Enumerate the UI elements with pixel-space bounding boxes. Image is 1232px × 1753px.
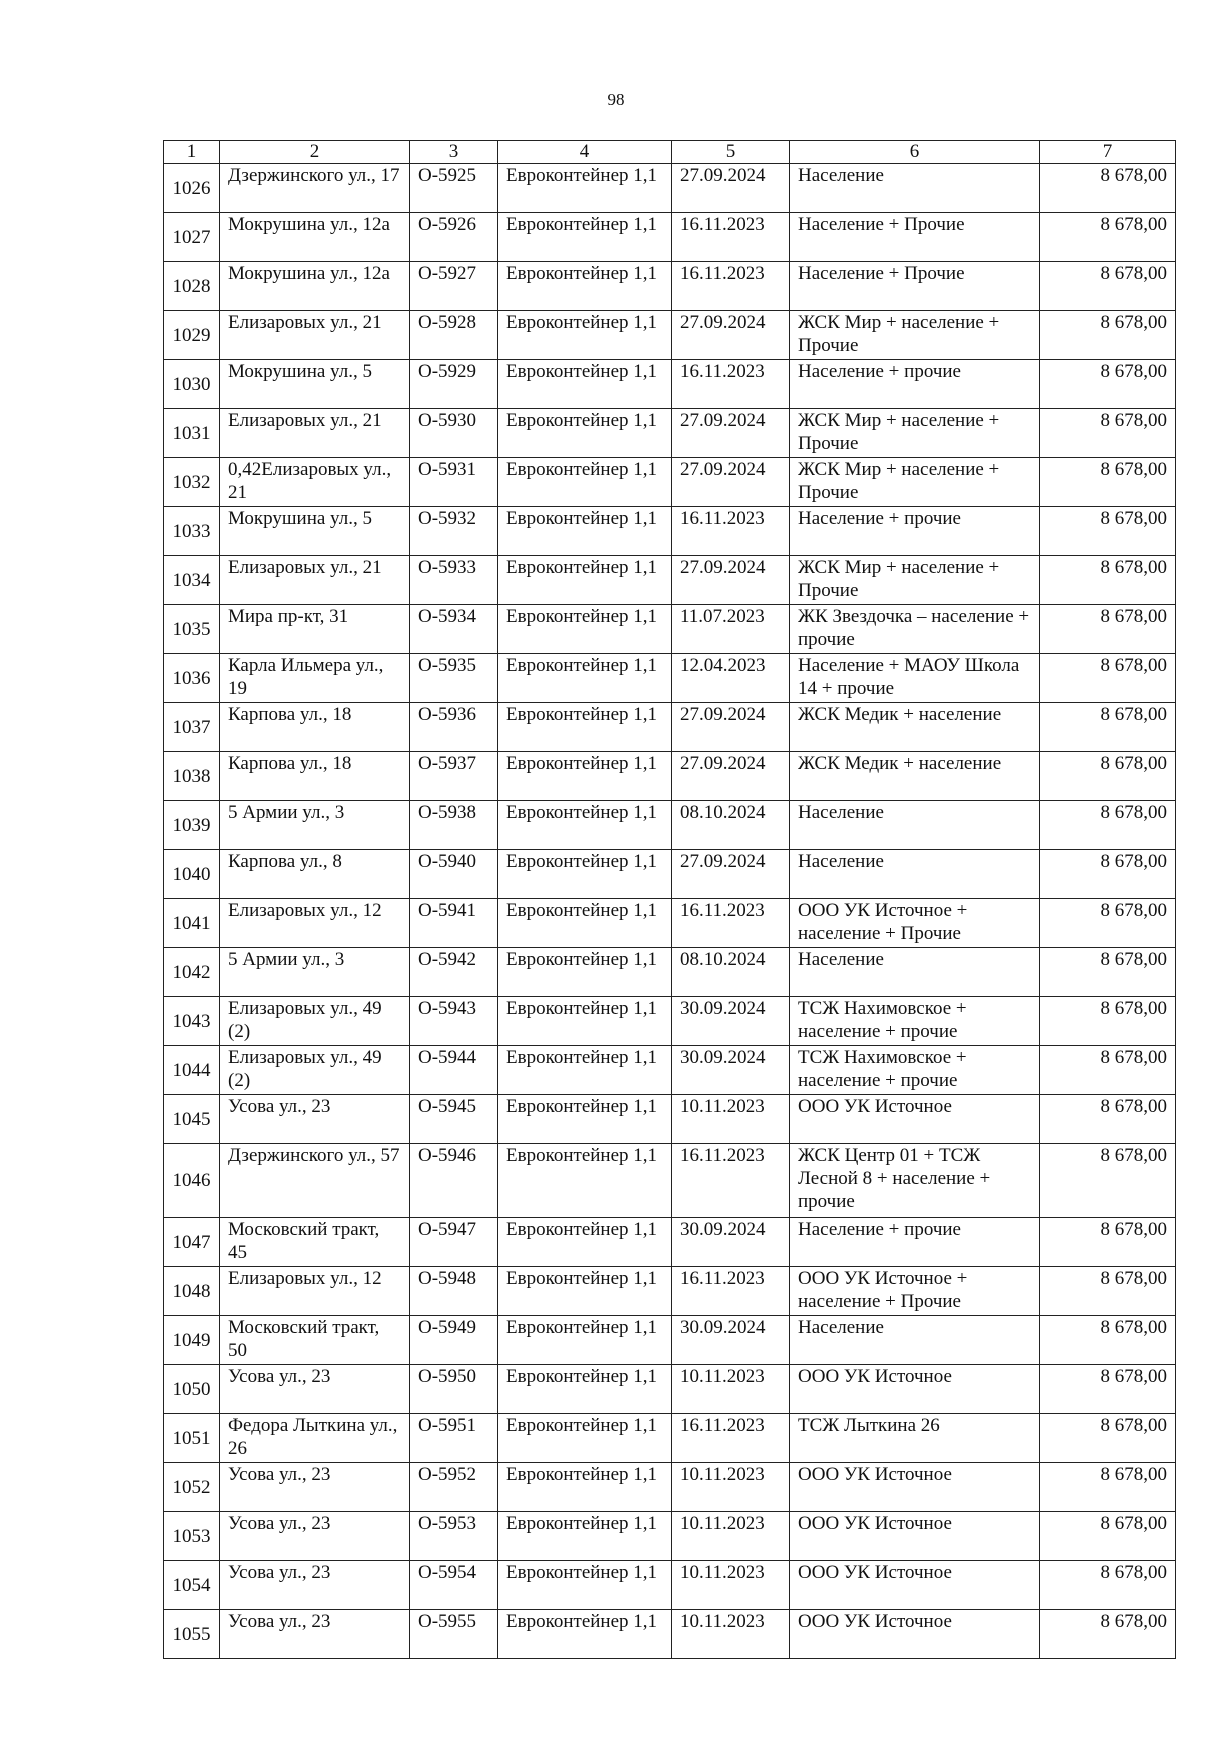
object-code-cell: О-5950	[410, 1365, 498, 1414]
table-row	[164, 164, 1176, 213]
row-number-cell: 1046	[164, 1144, 220, 1218]
object-code-cell: О-5931	[410, 458, 498, 507]
object-code-cell: О-5954	[410, 1561, 498, 1610]
table-row	[164, 409, 1176, 458]
row-number-cell: 1051	[164, 1414, 220, 1463]
table-row	[164, 360, 1176, 409]
object-code-cell: О-5938	[410, 801, 498, 850]
address-cell: Елизаровых ул., 49 (2)	[220, 997, 410, 1046]
date-cell: 27.09.2024	[672, 703, 790, 752]
table-row	[164, 1610, 1176, 1659]
payer-cell: Население + прочие	[790, 1218, 1040, 1267]
table-row	[164, 458, 1176, 507]
payer-cell: Население + прочие	[790, 507, 1040, 556]
container-type-cell: Евроконтейнер 1,1	[498, 311, 672, 360]
amount-cell: 8 678,00	[1040, 1095, 1176, 1144]
object-code-cell: О-5951	[410, 1414, 498, 1463]
payer-cell: ООО УК Источное + население + Прочие	[790, 899, 1040, 948]
table-row	[164, 1267, 1176, 1316]
container-type-cell: Евроконтейнер 1,1	[498, 507, 672, 556]
container-type-cell: Евроконтейнер 1,1	[498, 409, 672, 458]
row-number-cell: 1026	[164, 164, 220, 213]
row-number-cell: 1053	[164, 1512, 220, 1561]
address-cell: Усова ул., 23	[220, 1365, 410, 1414]
object-code-cell: О-5949	[410, 1316, 498, 1365]
object-code-cell: О-5925	[410, 164, 498, 213]
row-number-cell: 1031	[164, 409, 220, 458]
amount-cell: 8 678,00	[1040, 1463, 1176, 1512]
container-type-cell: Евроконтейнер 1,1	[498, 1095, 672, 1144]
object-code-cell: О-5933	[410, 556, 498, 605]
row-number-cell: 1035	[164, 605, 220, 654]
object-code-cell: О-5955	[410, 1610, 498, 1659]
container-type-cell: Евроконтейнер 1,1	[498, 997, 672, 1046]
payer-cell: Население + Прочие	[790, 262, 1040, 311]
date-cell: 08.10.2024	[672, 801, 790, 850]
date-cell: 16.11.2023	[672, 360, 790, 409]
date-cell: 16.11.2023	[672, 1414, 790, 1463]
table-row	[164, 703, 1176, 752]
row-number-cell: 1027	[164, 213, 220, 262]
payer-cell: ООО УК Источное	[790, 1365, 1040, 1414]
column-header-3: 3	[410, 141, 498, 164]
object-code-cell: О-5952	[410, 1463, 498, 1512]
address-cell: Усова ул., 23	[220, 1512, 410, 1561]
date-cell: 30.09.2024	[672, 997, 790, 1046]
object-code-cell: О-5932	[410, 507, 498, 556]
address-cell: Мира пр-кт, 31	[220, 605, 410, 654]
date-cell: 16.11.2023	[672, 213, 790, 262]
amount-cell: 8 678,00	[1040, 605, 1176, 654]
payer-cell: ЖК Звездочка – население + прочие	[790, 605, 1040, 654]
container-type-cell: Евроконтейнер 1,1	[498, 1463, 672, 1512]
table-row	[164, 1046, 1176, 1095]
column-header-6: 6	[790, 141, 1040, 164]
date-cell: 30.09.2024	[672, 1218, 790, 1267]
table-row	[164, 262, 1176, 311]
container-type-cell: Евроконтейнер 1,1	[498, 1610, 672, 1659]
address-cell: 0,42Елизаровых ул., 21	[220, 458, 410, 507]
amount-cell: 8 678,00	[1040, 409, 1176, 458]
table-row	[164, 1463, 1176, 1512]
address-cell: Елизаровых ул., 21	[220, 556, 410, 605]
row-number-cell: 1028	[164, 262, 220, 311]
table-row	[164, 752, 1176, 801]
container-type-cell: Евроконтейнер 1,1	[498, 1046, 672, 1095]
object-code-cell: О-5936	[410, 703, 498, 752]
table-row	[164, 311, 1176, 360]
row-number-cell: 1055	[164, 1610, 220, 1659]
payer-cell: Население + МАОУ Школа 14 + прочие	[790, 654, 1040, 703]
amount-cell: 8 678,00	[1040, 703, 1176, 752]
container-type-cell: Евроконтейнер 1,1	[498, 164, 672, 213]
object-code-cell: О-5946	[410, 1144, 498, 1218]
container-type-cell: Евроконтейнер 1,1	[498, 899, 672, 948]
address-cell: Мокрушина ул., 5	[220, 507, 410, 556]
container-type-cell: Евроконтейнер 1,1	[498, 1365, 672, 1414]
row-number-cell: 1048	[164, 1267, 220, 1316]
container-type-cell: Евроконтейнер 1,1	[498, 1267, 672, 1316]
payer-cell: ЖСК Мир + население + Прочие	[790, 458, 1040, 507]
table-row	[164, 997, 1176, 1046]
table-row	[164, 654, 1176, 703]
amount-cell: 8 678,00	[1040, 556, 1176, 605]
object-code-cell: О-5929	[410, 360, 498, 409]
table-row	[164, 1365, 1176, 1414]
container-type-cell: Евроконтейнер 1,1	[498, 1512, 672, 1561]
payer-cell: ЖСК Медик + население	[790, 752, 1040, 801]
payer-cell: ООО УК Источное	[790, 1512, 1040, 1561]
address-cell: Федора Лыткина ул., 26	[220, 1414, 410, 1463]
amount-cell: 8 678,00	[1040, 850, 1176, 899]
payer-cell: ООО УК Источное	[790, 1463, 1040, 1512]
address-cell: Усова ул., 23	[220, 1463, 410, 1512]
amount-cell: 8 678,00	[1040, 1144, 1176, 1218]
row-number-cell: 1033	[164, 507, 220, 556]
object-code-cell: О-5934	[410, 605, 498, 654]
payer-cell: Население	[790, 850, 1040, 899]
table-row	[164, 1561, 1176, 1610]
container-register-table	[163, 140, 1176, 1659]
row-number-cell: 1044	[164, 1046, 220, 1095]
table-row	[164, 556, 1176, 605]
amount-cell: 8 678,00	[1040, 164, 1176, 213]
container-type-cell: Евроконтейнер 1,1	[498, 213, 672, 262]
date-cell: 10.11.2023	[672, 1512, 790, 1561]
address-cell: Усова ул., 23	[220, 1561, 410, 1610]
address-cell: Елизаровых ул., 21	[220, 311, 410, 360]
address-cell: Усова ул., 23	[220, 1610, 410, 1659]
date-cell: 27.09.2024	[672, 850, 790, 899]
container-type-cell: Евроконтейнер 1,1	[498, 1561, 672, 1610]
table-row	[164, 1144, 1176, 1218]
container-type-cell: Евроконтейнер 1,1	[498, 948, 672, 997]
row-number-cell: 1043	[164, 997, 220, 1046]
date-cell: 10.11.2023	[672, 1463, 790, 1512]
amount-cell: 8 678,00	[1040, 507, 1176, 556]
amount-cell: 8 678,00	[1040, 1561, 1176, 1610]
object-code-cell: О-5935	[410, 654, 498, 703]
amount-cell: 8 678,00	[1040, 458, 1176, 507]
address-cell: Дзержинского ул., 57	[220, 1144, 410, 1218]
column-header-5: 5	[672, 141, 790, 164]
address-cell: Елизаровых ул., 49 (2)	[220, 1046, 410, 1095]
object-code-cell: О-5947	[410, 1218, 498, 1267]
row-number-cell: 1050	[164, 1365, 220, 1414]
amount-cell: 8 678,00	[1040, 213, 1176, 262]
address-cell: Дзержинского ул., 17	[220, 164, 410, 213]
header-row	[164, 141, 1176, 164]
table-row	[164, 605, 1176, 654]
payer-cell: Население	[790, 1316, 1040, 1365]
container-type-cell: Евроконтейнер 1,1	[498, 605, 672, 654]
payer-cell: ЖСК Мир + население + Прочие	[790, 409, 1040, 458]
amount-cell: 8 678,00	[1040, 948, 1176, 997]
amount-cell: 8 678,00	[1040, 1267, 1176, 1316]
object-code-cell: О-5926	[410, 213, 498, 262]
column-header-2: 2	[220, 141, 410, 164]
container-type-cell: Евроконтейнер 1,1	[498, 556, 672, 605]
table-row	[164, 801, 1176, 850]
row-number-cell: 1041	[164, 899, 220, 948]
date-cell: 16.11.2023	[672, 1144, 790, 1218]
date-cell: 16.11.2023	[672, 899, 790, 948]
date-cell: 16.11.2023	[672, 262, 790, 311]
table-row	[164, 1095, 1176, 1144]
date-cell: 10.11.2023	[672, 1095, 790, 1144]
date-cell: 30.09.2024	[672, 1046, 790, 1095]
object-code-cell: О-5943	[410, 997, 498, 1046]
amount-cell: 8 678,00	[1040, 360, 1176, 409]
container-type-cell: Евроконтейнер 1,1	[498, 458, 672, 507]
payer-cell: ТСЖ Лыткина 26	[790, 1414, 1040, 1463]
date-cell: 30.09.2024	[672, 1316, 790, 1365]
container-type-cell: Евроконтейнер 1,1	[498, 1218, 672, 1267]
row-number-cell: 1040	[164, 850, 220, 899]
object-code-cell: О-5948	[410, 1267, 498, 1316]
container-type-cell: Евроконтейнер 1,1	[498, 1316, 672, 1365]
address-cell: Карпова ул., 18	[220, 703, 410, 752]
object-code-cell: О-5930	[410, 409, 498, 458]
container-type-cell: Евроконтейнер 1,1	[498, 801, 672, 850]
amount-cell: 8 678,00	[1040, 262, 1176, 311]
container-type-cell: Евроконтейнер 1,1	[498, 1414, 672, 1463]
object-code-cell: О-5928	[410, 311, 498, 360]
amount-cell: 8 678,00	[1040, 1610, 1176, 1659]
row-number-cell: 1052	[164, 1463, 220, 1512]
object-code-cell: О-5944	[410, 1046, 498, 1095]
row-number-cell: 1047	[164, 1218, 220, 1267]
payer-cell: ООО УК Источное + население + Прочие	[790, 1267, 1040, 1316]
container-type-cell: Евроконтейнер 1,1	[498, 1144, 672, 1218]
object-code-cell: О-5953	[410, 1512, 498, 1561]
table-row	[164, 850, 1176, 899]
column-header-1: 1	[164, 141, 220, 164]
date-cell: 11.07.2023	[672, 605, 790, 654]
row-number-cell: 1054	[164, 1561, 220, 1610]
table-row	[164, 213, 1176, 262]
date-cell: 16.11.2023	[672, 1267, 790, 1316]
object-code-cell: О-5940	[410, 850, 498, 899]
container-type-cell: Евроконтейнер 1,1	[498, 654, 672, 703]
column-header-7: 7	[1040, 141, 1176, 164]
row-number-cell: 1042	[164, 948, 220, 997]
address-cell: Мокрушина ул., 12а	[220, 213, 410, 262]
date-cell: 27.09.2024	[672, 311, 790, 360]
container-type-cell: Евроконтейнер 1,1	[498, 360, 672, 409]
address-cell: Елизаровых ул., 12	[220, 1267, 410, 1316]
address-cell: 5 Армии ул., 3	[220, 948, 410, 997]
address-cell: Мокрушина ул., 12а	[220, 262, 410, 311]
address-cell: Карпова ул., 8	[220, 850, 410, 899]
address-cell: Московский тракт, 50	[220, 1316, 410, 1365]
table-row	[164, 899, 1176, 948]
payer-cell: ООО УК Источное	[790, 1095, 1040, 1144]
object-code-cell: О-5941	[410, 899, 498, 948]
date-cell: 27.09.2024	[672, 458, 790, 507]
amount-cell: 8 678,00	[1040, 1414, 1176, 1463]
date-cell: 12.04.2023	[672, 654, 790, 703]
payer-cell: ЖСК Медик + население	[790, 703, 1040, 752]
row-number-cell: 1049	[164, 1316, 220, 1365]
payer-cell: Население + прочие	[790, 360, 1040, 409]
address-cell: Усова ул., 23	[220, 1095, 410, 1144]
date-cell: 27.09.2024	[672, 556, 790, 605]
container-type-cell: Евроконтейнер 1,1	[498, 262, 672, 311]
table-row	[164, 507, 1176, 556]
payer-cell: ООО УК Источное	[790, 1610, 1040, 1659]
row-number-cell: 1038	[164, 752, 220, 801]
row-number-cell: 1034	[164, 556, 220, 605]
date-cell: 08.10.2024	[672, 948, 790, 997]
object-code-cell: О-5942	[410, 948, 498, 997]
table-row	[164, 1512, 1176, 1561]
object-code-cell: О-5937	[410, 752, 498, 801]
payer-cell: ООО УК Источное	[790, 1561, 1040, 1610]
table-row	[164, 948, 1176, 997]
date-cell: 10.11.2023	[672, 1610, 790, 1659]
address-cell: 5 Армии ул., 3	[220, 801, 410, 850]
payer-cell: Население + Прочие	[790, 213, 1040, 262]
date-cell: 16.11.2023	[672, 507, 790, 556]
address-cell: Московский тракт, 45	[220, 1218, 410, 1267]
payer-cell: ТСЖ Нахимовское + население + прочие	[790, 1046, 1040, 1095]
row-number-cell: 1029	[164, 311, 220, 360]
payer-cell: Население	[790, 801, 1040, 850]
object-code-cell: О-5945	[410, 1095, 498, 1144]
payer-cell: Население	[790, 164, 1040, 213]
table-row	[164, 1414, 1176, 1463]
amount-cell: 8 678,00	[1040, 801, 1176, 850]
amount-cell: 8 678,00	[1040, 1316, 1176, 1365]
date-cell: 27.09.2024	[672, 752, 790, 801]
address-cell: Елизаровых ул., 12	[220, 899, 410, 948]
container-type-cell: Евроконтейнер 1,1	[498, 703, 672, 752]
amount-cell: 8 678,00	[1040, 752, 1176, 801]
address-cell: Мокрушина ул., 5	[220, 360, 410, 409]
table-row	[164, 1218, 1176, 1267]
row-number-cell: 1036	[164, 654, 220, 703]
amount-cell: 8 678,00	[1040, 654, 1176, 703]
address-cell: Карпова ул., 18	[220, 752, 410, 801]
row-number-cell: 1045	[164, 1095, 220, 1144]
payer-cell: ЖСК Мир + население + Прочие	[790, 556, 1040, 605]
payer-cell: Население	[790, 948, 1040, 997]
amount-cell: 8 678,00	[1040, 997, 1176, 1046]
column-header-4: 4	[498, 141, 672, 164]
row-number-cell: 1030	[164, 360, 220, 409]
date-cell: 10.11.2023	[672, 1365, 790, 1414]
amount-cell: 8 678,00	[1040, 1046, 1176, 1095]
container-type-cell: Евроконтейнер 1,1	[498, 850, 672, 899]
amount-cell: 8 678,00	[1040, 1512, 1176, 1561]
amount-cell: 8 678,00	[1040, 899, 1176, 948]
table-row	[164, 1316, 1176, 1365]
amount-cell: 8 678,00	[1040, 1365, 1176, 1414]
container-type-cell: Евроконтейнер 1,1	[498, 752, 672, 801]
payer-cell: ТСЖ Нахимовское + население + прочие	[790, 997, 1040, 1046]
object-code-cell: О-5927	[410, 262, 498, 311]
row-number-cell: 1032	[164, 458, 220, 507]
address-cell: Елизаровых ул., 21	[220, 409, 410, 458]
row-number-cell: 1037	[164, 703, 220, 752]
amount-cell: 8 678,00	[1040, 1218, 1176, 1267]
date-cell: 27.09.2024	[672, 409, 790, 458]
date-cell: 10.11.2023	[672, 1561, 790, 1610]
row-number-cell: 1039	[164, 801, 220, 850]
amount-cell: 8 678,00	[1040, 311, 1176, 360]
payer-cell: ЖСК Центр 01 + ТСЖ Лесной 8 + население + прочие	[790, 1144, 1040, 1218]
date-cell: 27.09.2024	[672, 164, 790, 213]
page-number: 98	[607, 90, 625, 109]
address-cell: Карла Ильмера ул., 19	[220, 654, 410, 703]
payer-cell: ЖСК Мир + население + Прочие	[790, 311, 1040, 360]
